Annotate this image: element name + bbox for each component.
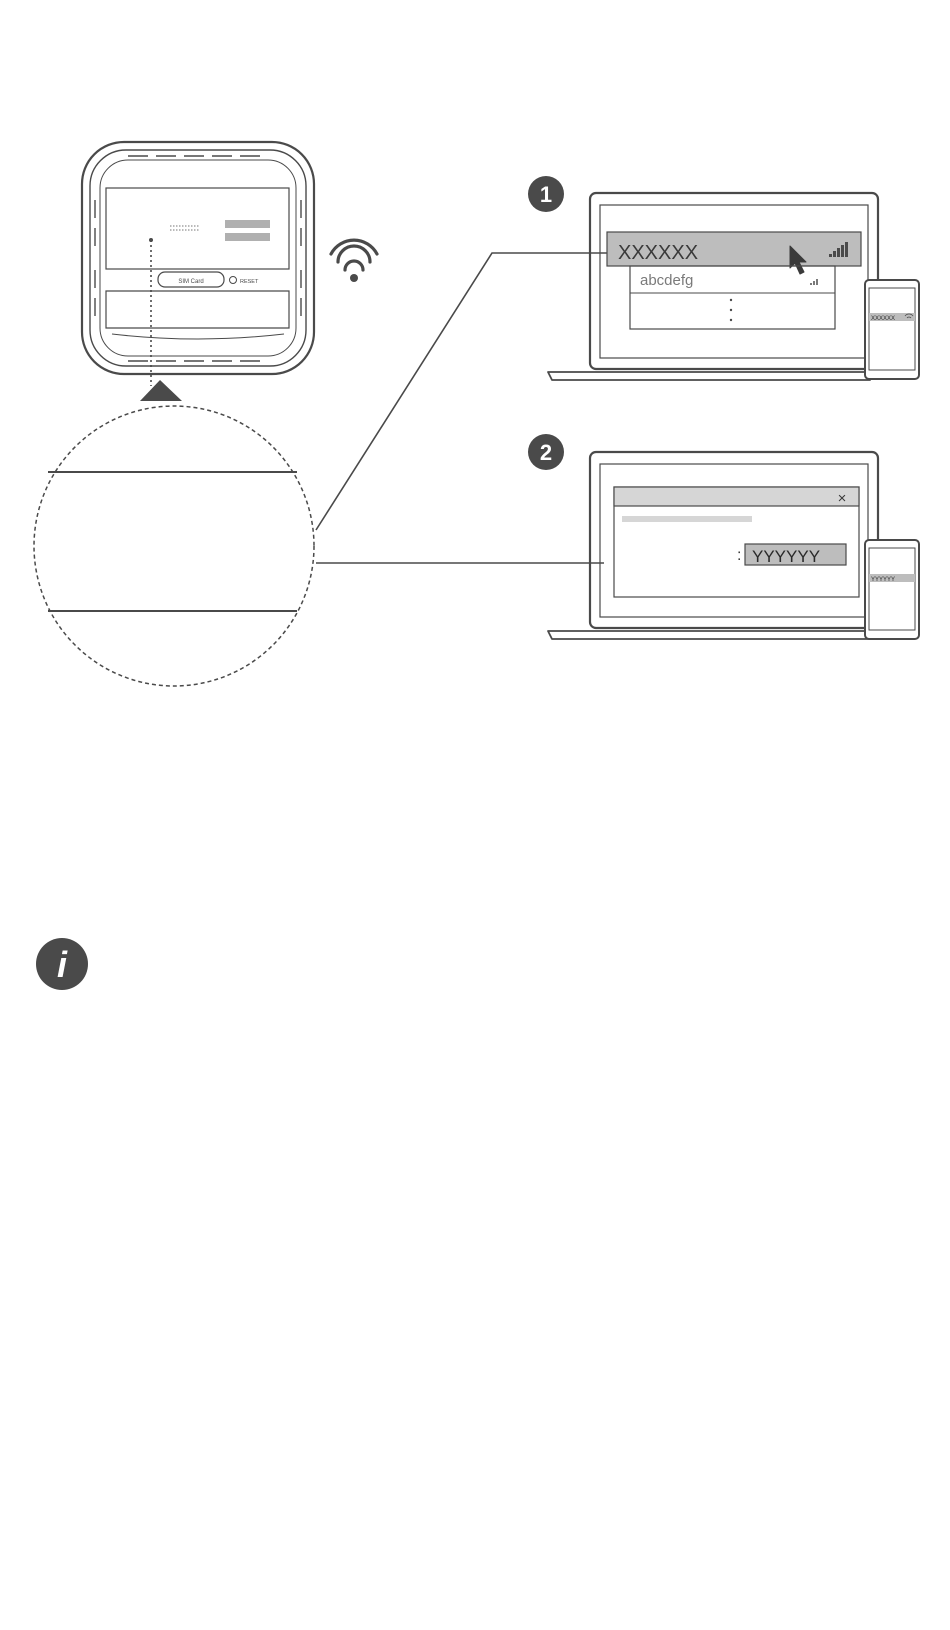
laptop-step1: [548, 193, 878, 380]
step1-badge-number: 1: [539, 182, 553, 207]
phone-network-name: XXXXXX: [871, 316, 896, 322]
label-bar-2: [225, 233, 270, 241]
wifi-icon-dot: [350, 274, 358, 282]
label-magnifier: [34, 406, 314, 686]
info-icon-glyph: i: [56, 944, 68, 985]
dialog-prompt-line: [622, 516, 752, 522]
phone-password-value: YYYYYY: [871, 577, 896, 583]
list-more-dots: [730, 299, 732, 321]
password-colon: :: [737, 547, 742, 564]
reset-label: RESET: [240, 279, 259, 285]
reset-button[interactable]: [230, 277, 237, 284]
label-bar-1: [225, 220, 270, 228]
dialog-close-icon[interactable]: ×: [837, 490, 847, 507]
password-value: YYYYYY: [752, 547, 821, 566]
wifi-icon: [331, 240, 377, 270]
router-vents-sides: [95, 200, 301, 316]
phone-step1: [865, 280, 919, 379]
connector-step1: [316, 253, 609, 530]
selected-network-name: XXXXXX: [618, 242, 699, 264]
signal-weak-icon: [810, 279, 818, 285]
router-device: [82, 142, 314, 374]
dialog-title-bar: [614, 487, 859, 506]
router-label-panel: [106, 188, 289, 269]
sim-card-label: SIM Card: [178, 279, 204, 285]
step2-badge-number: 2: [539, 440, 553, 465]
phone-step2: [865, 540, 919, 639]
pointer-arrow: [140, 380, 182, 401]
other-network-name[interactable]: abcdefg: [640, 272, 694, 289]
